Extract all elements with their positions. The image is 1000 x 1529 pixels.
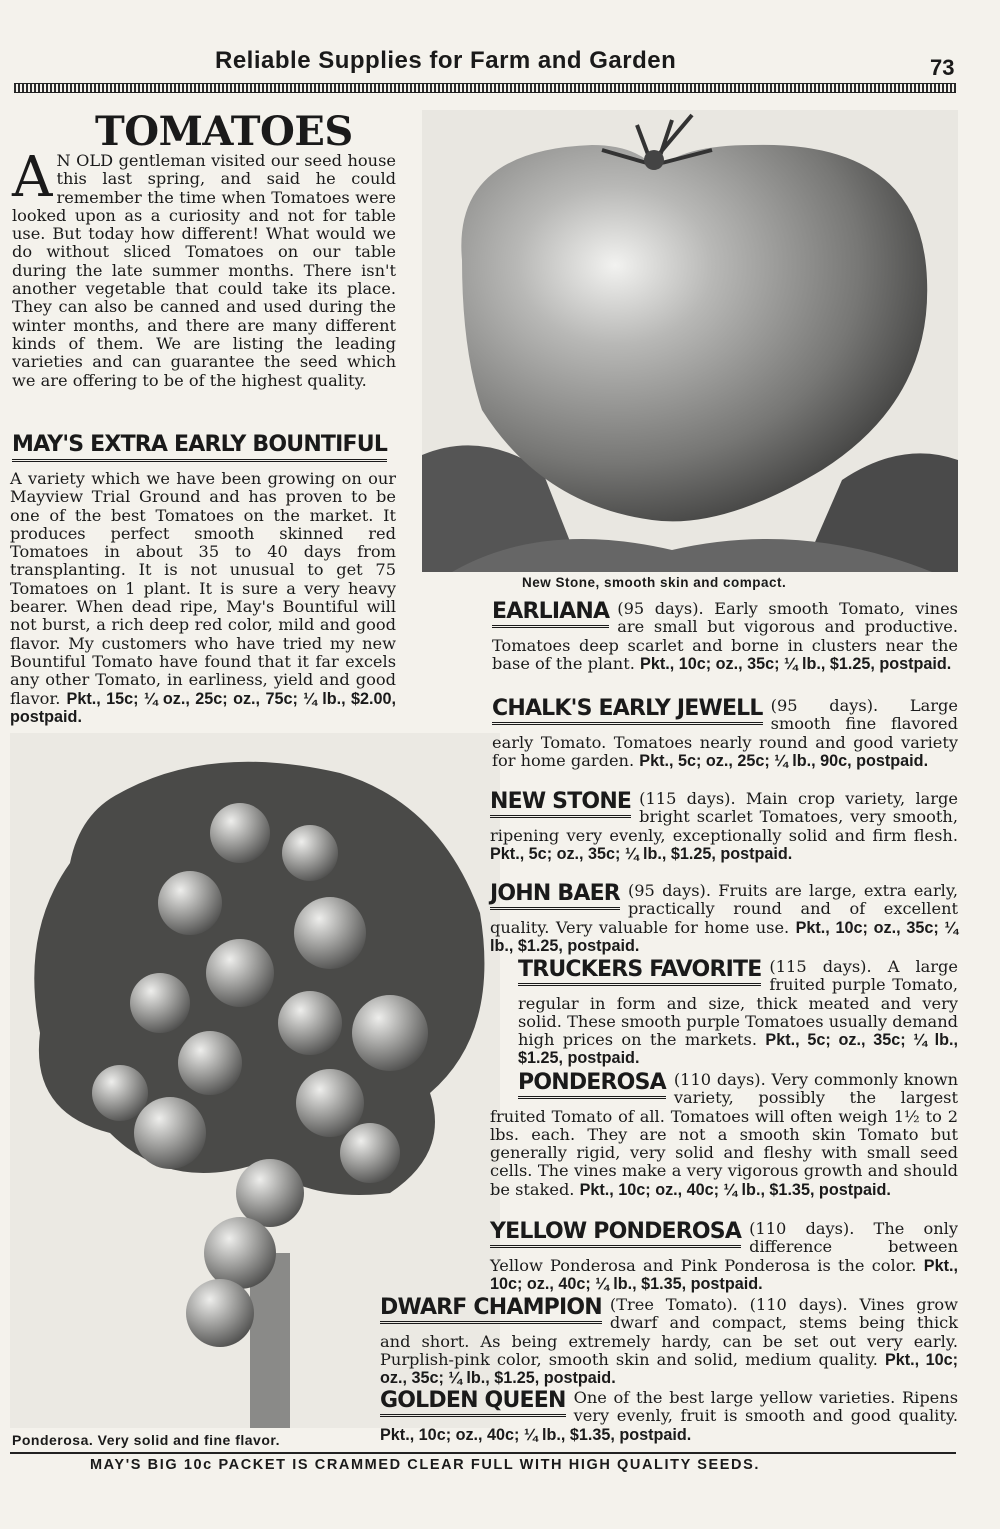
variety-name: NEW STONE: [490, 791, 631, 818]
variety-name: CHALK'S EARLY JEWELL: [492, 698, 763, 725]
variety-name: GOLDEN QUEEN: [380, 1390, 566, 1417]
variety-text: (110 days). Very commonly known variety, possibly the largest fruited Tomato of all. Tomatoes will often weigh 1½ to 2 lbs. each. They are not a smooth skin Tomato but generally rigid, very solid and fleshy with small seed cells. The vines make a very vigorous growth and should be staked.: [490, 1070, 958, 1199]
variety-text: (Tree Tomato). (110 days). Vines grow dwarf and compact, stems being thick and short. As being extremely hardy, can be set out very early. Purplish-pink color, smooth skin and solid, medium quality.: [380, 1295, 958, 1369]
variety-text: (115 days). Main crop variety, large bright scarlet Tomatoes, very smooth, ripening very evenly, exceptionally solid and firm flesh.: [490, 789, 958, 845]
variety-dwarf-champion: [380, 1296, 958, 1387]
variety-name: YELLOW PONDEROSA: [490, 1221, 741, 1248]
variety-price: Pkt., 10c; oz., 35c; ¼ lb., $1.25, postpaid.: [380, 1350, 958, 1388]
variety-john-baer: [490, 882, 958, 955]
variety-name: JOHN BAER: [490, 883, 620, 910]
page-number: 73: [930, 55, 955, 80]
variety-price: Pkt., 5c; oz., 25c; ¼ lb., 90c, postpaid.: [639, 751, 929, 770]
variety-name: PONDEROSA: [518, 1072, 666, 1099]
header-rule: [14, 83, 956, 93]
variety-price: Pkt., 10c; oz., 40c; ¼ lb., $1.35, postpaid.: [579, 1180, 891, 1199]
intro-paragraph: [12, 145, 396, 390]
variety-name: DWARF CHAMPION: [380, 1297, 602, 1324]
variety-golden-queen: [380, 1389, 958, 1444]
variety-ponderosa: [490, 1071, 958, 1199]
variety-text: (95 days). Fruits are large, extra early, practically round and of excellent quality. Very valuable for home use.: [490, 881, 958, 937]
variety-text: (110 days). The only difference between Yellow Ponderosa and Pink Ponderosa is the color.: [490, 1219, 958, 1275]
variety-text: (115 days). A large fruited purple Tomato, regular in form and size, thick meated and very solid. These smooth purple Tomatoes usually demand high prices on the markets.: [518, 957, 958, 1050]
bountiful-price: Pkt., 15c; ¼ oz., 25c; oz., 75c; ¼ lb., $2.00, postpaid.: [10, 689, 396, 726]
section-title: TOMATOES: [95, 108, 353, 155]
running-header: Reliable Supplies for Farm and Garden: [215, 47, 677, 74]
new-stone-caption: New Stone, smooth skin and compact.: [522, 575, 787, 590]
variety-price: Pkt., 5c; oz., 35c; ¼ lb., $1.25, postpaid.: [518, 1031, 958, 1068]
variety-name: TRUCKERS FAVORITE: [518, 959, 761, 986]
tomato-illustration: [422, 110, 958, 572]
variety-name: EARLIANA: [492, 601, 609, 628]
variety-truckers-favorite: [518, 958, 958, 1068]
variety-earliana: [492, 600, 958, 673]
variety-price: Pkt., 10c; oz., 40c; ¼ lb., $1.35, postpaid.: [490, 1256, 958, 1293]
ponderosa-caption: Ponderosa. Very solid and fine flavor.: [12, 1432, 280, 1448]
variety-text: One of the best large yellow varieties. Ripens very evenly, fruit is smooth and good quality.: [573, 1388, 958, 1426]
intro-text: N OLD gentleman visited our seed house this last spring, and said he could remember the time when Tomatoes were looked upon as a curiosity and not for table use. But today how different! What would we do without sliced Tomatoes on our table during the late summer months. There isn't another vegetable that could take its place. They can also be canned and used during the winter months, and there are many different kinds of them. We are listing the leading varieties and can guarantee the seed which we are offering to be of the highest quality.: [12, 151, 396, 390]
footer-rule: [10, 1452, 956, 1454]
variety-price: Pkt., 5c; oz., 35c; ¼ lb., $1.25, postpaid.: [490, 844, 793, 863]
new-stone-photo: [422, 110, 958, 572]
variety-text: (95 days). Large smooth fine flavored early Tomato. Tomatoes nearly round and good variety for home garden.: [492, 696, 958, 770]
bountiful-paragraph: [10, 470, 396, 726]
bountiful-heading: MAY'S EXTRA EARLY BOUNTIFUL: [12, 432, 387, 462]
variety-new-stone: [490, 790, 958, 863]
variety-yellow-ponderosa: [490, 1220, 958, 1293]
variety-price: Pkt., 10c; oz., 35c; ¼ lb., $1.25, postpaid.: [640, 654, 952, 673]
variety-price: Pkt., 10c; oz., 40c; ¼ lb., $1.35, postpaid.: [380, 1425, 692, 1444]
dropcap-letter: A: [12, 145, 53, 210]
variety-text: (95 days). Early smooth Tomato, vines are small but vigorous and productive. Tomatoes deep scarlet and borne in clusters near the base of the plant.: [492, 599, 958, 673]
variety-chalks-early-jewell: [492, 697, 958, 770]
bountiful-text: A variety which we have been growing on our Mayview Trial Ground and has proven to be one of the best Tomatoes on the market. It produces perfect smooth skinned red Tomatoes in about 35 to 40 days from transplanting. It is not unusual to get 75 Tomatoes on 1 plant. It is sure a very heavy bearer. When dead ripe, May's Bountiful will not burst, a rich deep red color, mild and good flavor. My customers who have tried my new Bountiful Tomato have found that it far excels any other Tomato, in earliness, yield and good flavor.: [10, 469, 396, 708]
variety-price: Pkt., 10c; oz., 35c; ¼ lb., $1.25, postpaid.: [490, 918, 958, 955]
footer-slogan: MAY'S BIG 10c PACKET IS CRAMMED CLEAR FULL WITH HIGH QUALITY SEEDS.: [90, 1457, 761, 1473]
